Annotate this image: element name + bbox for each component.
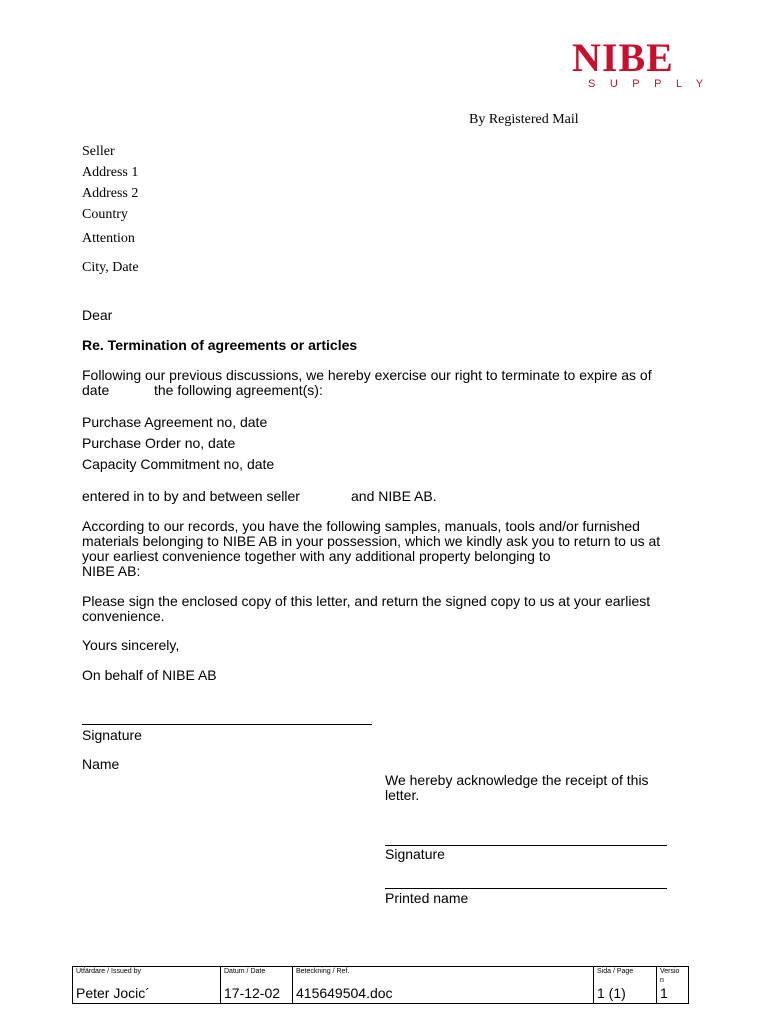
subject-line: Re. Termination of agreements or articles (82, 337, 358, 353)
paragraph-1-line-1: Following our previous discussions, we hereby exercise our right to terminate to expire as of (82, 367, 652, 383)
page-label: Sida / Page (594, 967, 657, 986)
paragraph-3-line: convenience. (82, 608, 165, 624)
entered-text-party: and NIBE AB. (351, 488, 437, 504)
address-seller: Seller (82, 144, 115, 159)
version-label: Versio n (657, 967, 689, 986)
agreement-item: Purchase Order no, date (82, 435, 236, 451)
agreement-item: Capacity Commitment no, date (82, 456, 275, 472)
paragraph-2-line: NIBE AB: (82, 563, 141, 579)
nibe-logo (572, 35, 718, 90)
issued-by-label: Utfärdare / Issued by (73, 967, 221, 986)
paragraph-2-line: According to our records, you have the following samples, manuals, tools and/or furnished (82, 518, 640, 534)
date-value: 17-12-02 (221, 985, 293, 1004)
entered-text: entered in to by and between seller (82, 488, 300, 504)
printed-name-label: Printed name (385, 890, 469, 906)
city-date: City, Date (82, 260, 139, 275)
paragraph-1-date: date (82, 382, 110, 398)
address-attention: Attention (82, 231, 135, 246)
acknowledge-signature-label: Signature (385, 846, 445, 862)
logo-sub-text: SUPPLY (588, 78, 718, 90)
issued-by-value: Peter Jocic´ (73, 985, 221, 1004)
paragraph-2-line: your earliest convenience together with any additional property belonging to (82, 548, 551, 564)
printed-name-line (385, 888, 667, 889)
logo-main-text: NIBE (572, 35, 674, 80)
signature-label: Signature (82, 727, 142, 743)
address-line-1: Address 1 (82, 165, 139, 180)
reference-label: Beteckning / Ref. (293, 967, 594, 986)
paragraph-3-line: Please sign the enclosed copy of this letter, and return the signed copy to us at your earliest (82, 593, 651, 609)
document-footer-table (72, 966, 689, 1004)
date-label: Datum / Date (221, 967, 293, 986)
delivery-method: By Registered Mail (469, 112, 579, 127)
closing: Yours sincerely, (82, 637, 180, 653)
salutation: Dear (82, 307, 113, 323)
address-country: Country (82, 207, 128, 222)
reference-value: 415649504.doc (293, 985, 594, 1004)
acknowledge-line: letter. (385, 787, 420, 803)
version-value: 1 (657, 985, 689, 1004)
address-line-2: Address 2 (82, 186, 139, 201)
page-value: 1 (1) (594, 985, 657, 1004)
on-behalf: On behalf of NIBE AB (82, 667, 217, 683)
signature-line (82, 724, 372, 725)
agreement-item: Purchase Agreement no, date (82, 414, 268, 430)
paragraph-2-line: materials belonging to NIBE AB in your possession, which we kindly ask you to return to us at (82, 533, 661, 549)
paragraph-1-line-2: the following agreement(s): (154, 382, 323, 398)
name-label: Name (82, 756, 120, 772)
acknowledge-line: We hereby acknowledge the receipt of this (385, 772, 649, 788)
